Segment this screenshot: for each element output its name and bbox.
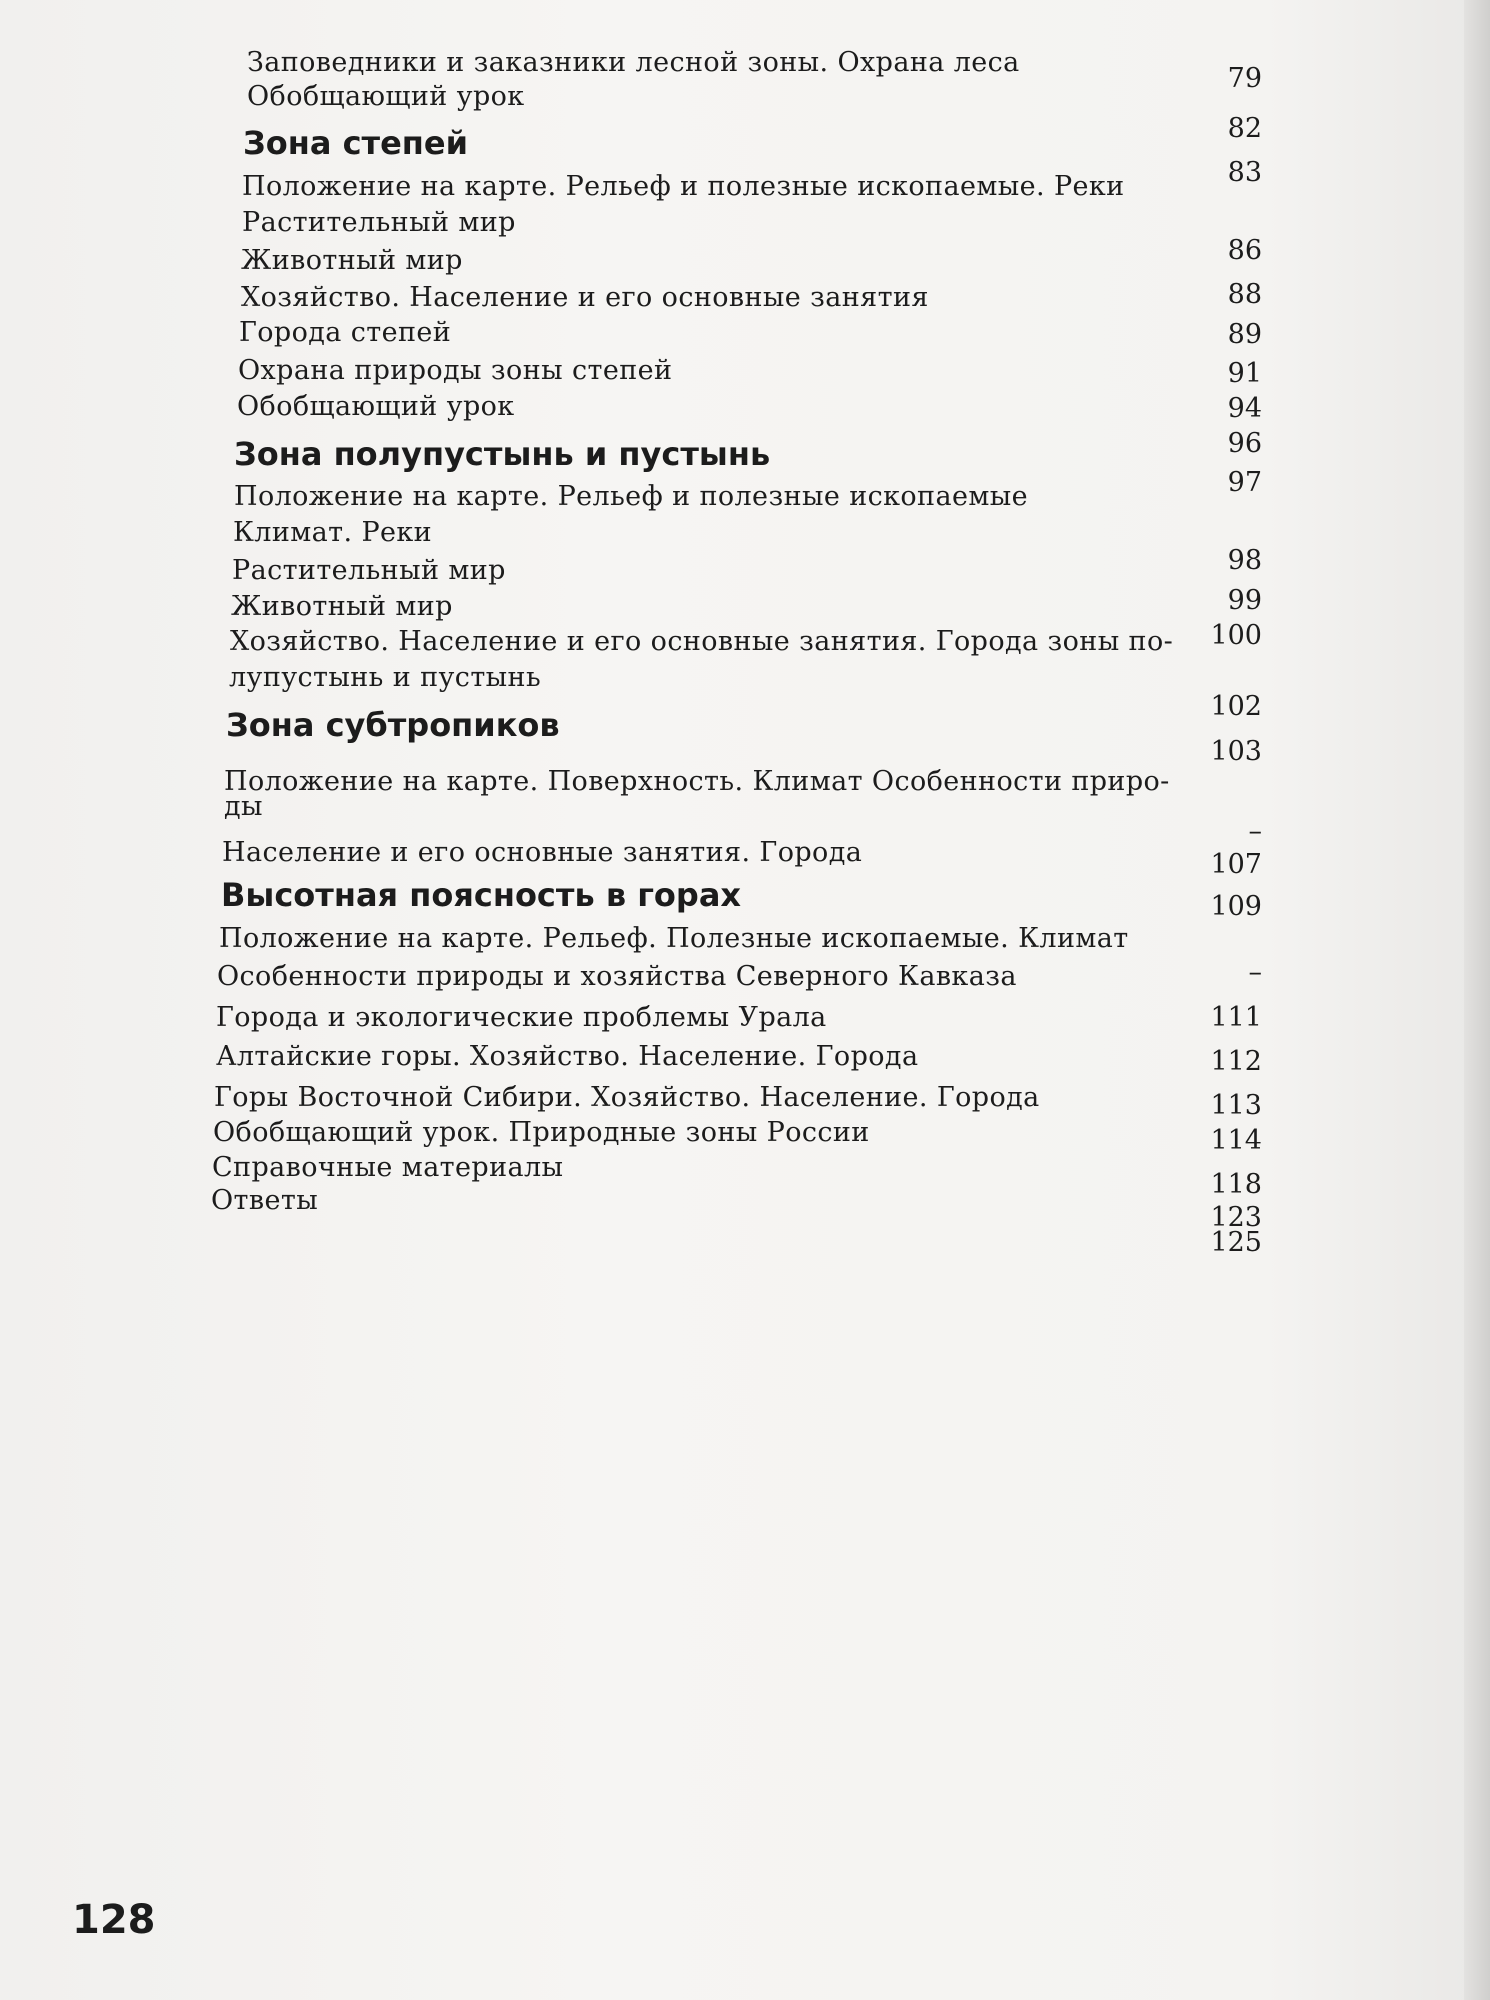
toc-page-number: 109: [1210, 891, 1262, 922]
toc-entry: Положение на карте. Поверхность. Климат Особенности приро-: [224, 766, 1170, 797]
toc-page-number: 99: [1227, 585, 1262, 616]
toc-entry: Хозяйство. Население и его основные занятия: [241, 282, 929, 313]
toc-page-number: –: [1248, 957, 1262, 988]
toc-entry: Обобщающий урок. Природные зоны России: [213, 1117, 870, 1148]
toc-page-number: 86: [1227, 235, 1262, 266]
toc-section-heading: Зона субтропиков: [226, 706, 560, 744]
toc-page-number: 98: [1227, 545, 1262, 576]
toc-page-number: 111: [1210, 1002, 1262, 1033]
toc-entry: Горы Восточной Сибири. Хозяйство. Население. Города: [214, 1082, 1040, 1113]
toc-section-heading: Зона степей: [243, 124, 469, 162]
toc-section-heading: Зона полупустынь и пустынь: [234, 435, 771, 473]
toc-entry: Заповедники и заказники лесной зоны. Охрана леса: [247, 47, 1020, 78]
toc-page-number: 94: [1227, 393, 1262, 424]
toc-page-number: 107: [1210, 849, 1262, 880]
toc-entry: Ответы: [211, 1185, 319, 1216]
toc-page-number: 100: [1210, 620, 1262, 651]
toc-page-number: 102: [1210, 691, 1262, 722]
toc-page-number: 91: [1227, 358, 1262, 389]
toc-section-heading: Высотная поясность в горах: [221, 876, 742, 914]
toc-page-number: 118: [1210, 1169, 1262, 1200]
toc-page-number: 89: [1227, 319, 1262, 350]
toc-entry: Города степей: [239, 317, 452, 348]
toc-page-number: 113: [1210, 1090, 1262, 1121]
toc-page-number: 123: [1210, 1202, 1262, 1233]
toc-page-number: 79: [1227, 63, 1262, 94]
toc-entry: Хозяйство. Население и его основные занятия. Города зоны по-: [230, 626, 1174, 657]
toc-entry: Климат. Реки: [233, 517, 433, 548]
toc-entry: Особенности природы и хозяйства Северного Кавказа: [217, 961, 1017, 992]
toc-page-number: 82: [1227, 113, 1262, 144]
toc-entry: Справочные материалы: [212, 1152, 564, 1183]
toc-entry: Положение на карте. Рельеф. Полезные ископаемые. Климат: [219, 923, 1129, 954]
toc-page-number: 125: [1210, 1227, 1262, 1258]
toc-page-number: 114: [1210, 1125, 1262, 1156]
toc-entry: Растительный мир: [232, 555, 506, 586]
toc-page-number: 83: [1227, 157, 1262, 188]
toc-entry: Животный мир: [231, 591, 453, 622]
toc-entry: лупустынь и пустынь: [229, 662, 542, 693]
toc-page-number: 96: [1227, 428, 1262, 459]
toc-entry: Обобщающий урок: [237, 391, 515, 422]
toc-entry: Животный мир: [241, 245, 463, 276]
toc-entry: ды: [224, 791, 263, 822]
toc-page-number: 103: [1210, 736, 1262, 767]
toc-entry: Положение на карте. Рельеф и полезные ископаемые. Реки: [242, 171, 1125, 202]
toc-entry: Растительный мир: [242, 207, 516, 238]
toc-page-number: 112: [1210, 1046, 1262, 1077]
page-number: 128: [72, 1897, 156, 1943]
toc-page-number: 97: [1227, 467, 1262, 498]
toc-entry: Население и его основные занятия. Города: [222, 837, 863, 868]
toc-page-number: 88: [1227, 279, 1262, 310]
toc-entry: Алтайские горы. Хозяйство. Население. Города: [216, 1041, 919, 1072]
toc-entry: Города и экологические проблемы Урала: [216, 1002, 827, 1033]
toc-entry: Обобщающий урок: [247, 81, 525, 112]
toc-entry: Положение на карте. Рельеф и полезные ископаемые: [234, 481, 1028, 512]
toc-entry: Охрана природы зоны степей: [238, 355, 673, 386]
toc-page-number: –: [1248, 816, 1262, 847]
